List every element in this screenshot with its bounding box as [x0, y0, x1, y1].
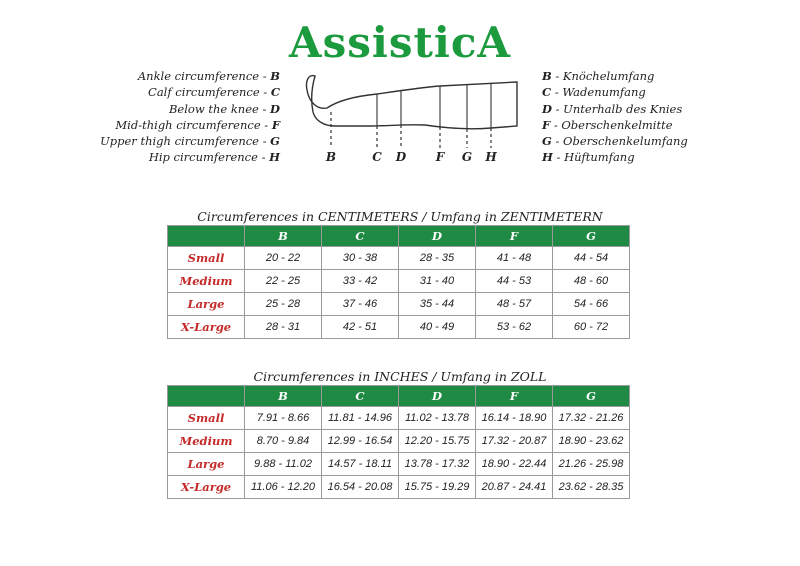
measure-label-de: H - Hüftumfang [542, 150, 635, 165]
table-cell: 18.90 - 23.62 [553, 430, 630, 453]
table-cell: 11.02 - 13.78 [399, 407, 476, 430]
measure-label-en: Below the knee - D [168, 101, 280, 116]
column-header: F [476, 226, 553, 247]
table-cell: 9.88 - 11.02 [245, 453, 322, 476]
table-cell: 28 - 31 [245, 316, 322, 339]
cm-size-table [167, 225, 630, 339]
table-cell: 20.87 - 24.41 [476, 476, 553, 499]
table-cell: 17.32 - 21.26 [553, 407, 630, 430]
table-cell: 16.54 - 20.08 [322, 476, 399, 499]
measurement-labels-german [542, 68, 688, 166]
table-corner-cell [168, 386, 245, 407]
measure-label-en: Hip circumference - H [148, 150, 280, 165]
leg-measurement-diagram [295, 68, 527, 168]
leg-outline [306, 76, 517, 129]
table-cell: 13.78 - 17.32 [399, 453, 476, 476]
column-header: C [322, 226, 399, 247]
table-row [168, 407, 630, 430]
table-row [168, 293, 630, 316]
table-cell: 54 - 66 [553, 293, 630, 316]
table-cell: 12.20 - 15.75 [399, 430, 476, 453]
table-row [168, 270, 630, 293]
table-cell: 18.90 - 22.44 [476, 453, 553, 476]
table-cell: 44 - 54 [553, 247, 630, 270]
table-cell: 31 - 40 [399, 270, 476, 293]
table-cell: 28 - 35 [399, 247, 476, 270]
size-label: X-Large [168, 316, 245, 339]
table-cell: 37 - 46 [322, 293, 399, 316]
table-cell: 41 - 48 [476, 247, 553, 270]
column-header: F [476, 386, 553, 407]
table-cell: 15.75 - 19.29 [399, 476, 476, 499]
column-header: G [553, 226, 630, 247]
table-cell: 22 - 25 [245, 270, 322, 293]
table-cell: 12.99 - 16.54 [322, 430, 399, 453]
size-label: Medium [168, 430, 245, 453]
table-cell: 30 - 38 [322, 247, 399, 270]
table-cell: 42 - 51 [322, 316, 399, 339]
table-cell: 21.26 - 25.98 [553, 453, 630, 476]
table-corner-cell [168, 226, 245, 247]
measurement-labels-english [100, 68, 280, 166]
size-label: Small [168, 247, 245, 270]
measure-label-en: Upper thigh circumference - G [100, 134, 280, 149]
table-cell: 48 - 57 [476, 293, 553, 316]
table-cell: 11.06 - 12.20 [245, 476, 322, 499]
cm-table-title: Circumferences in CENTIMETERS / Umfang in ZENTIMETERN [197, 209, 603, 224]
size-label: Medium [168, 270, 245, 293]
table-cell: 53 - 62 [476, 316, 553, 339]
measure-label-en: Mid-thigh circumference - F [115, 117, 280, 132]
table-cell: 17.32 - 20.87 [476, 430, 553, 453]
measure-label-de: B - Knöchelumfang [542, 69, 655, 83]
table-cell: 7.91 - 8.66 [245, 407, 322, 430]
column-header: B [245, 386, 322, 407]
measure-label-en: Calf circumference - C [148, 85, 280, 100]
table-header-row [168, 386, 630, 407]
column-header: B [245, 226, 322, 247]
table-row [168, 247, 630, 270]
table-cell: 35 - 44 [399, 293, 476, 316]
diagram-letter: H [485, 150, 497, 164]
table-cell: 20 - 22 [245, 247, 322, 270]
diagram-letter: G [461, 150, 473, 164]
measure-label-de: D - Unterhalb des Knies [542, 101, 683, 116]
table-header-row [168, 226, 630, 247]
inch-size-table [167, 385, 630, 499]
table-cell: 48 - 60 [553, 270, 630, 293]
column-header: C [322, 386, 399, 407]
diagram-letter: B [325, 150, 337, 164]
diagram-letter: D [395, 150, 407, 164]
measure-label-de: C - Wadenumfang [542, 85, 646, 100]
table-row [168, 316, 630, 339]
column-header: G [553, 386, 630, 407]
measure-label-de: F - Oberschenkelmitte [542, 117, 673, 132]
table-cell: 25 - 28 [245, 293, 322, 316]
measure-label-en: Ankle circumference - B [137, 69, 280, 83]
column-header: D [399, 226, 476, 247]
diagram-letter: F [435, 150, 445, 164]
table-row [168, 453, 630, 476]
size-label: Large [168, 453, 245, 476]
table-row [168, 430, 630, 453]
size-label: Large [168, 293, 245, 316]
measure-label-de: G - Oberschenkelumfang [542, 134, 688, 149]
column-header: D [399, 386, 476, 407]
table-cell: 14.57 - 18.11 [322, 453, 399, 476]
table-row [168, 476, 630, 499]
table-cell: 23.62 - 28.35 [553, 476, 630, 499]
table-cell: 44 - 53 [476, 270, 553, 293]
table-cell: 16.14 - 18.90 [476, 407, 553, 430]
table-cell: 40 - 49 [399, 316, 476, 339]
table-cell: 8.70 - 9.84 [245, 430, 322, 453]
table-cell: 60 - 72 [553, 316, 630, 339]
brand-logo: AssisticA [289, 18, 511, 67]
table-cell: 11.81 - 14.96 [322, 407, 399, 430]
diagram-letter: C [372, 150, 382, 164]
table-cell: 33 - 42 [322, 270, 399, 293]
inch-table-title: Circumferences in INCHES / Umfang in ZOLL [253, 369, 547, 384]
size-label: Small [168, 407, 245, 430]
size-label: X-Large [168, 476, 245, 499]
